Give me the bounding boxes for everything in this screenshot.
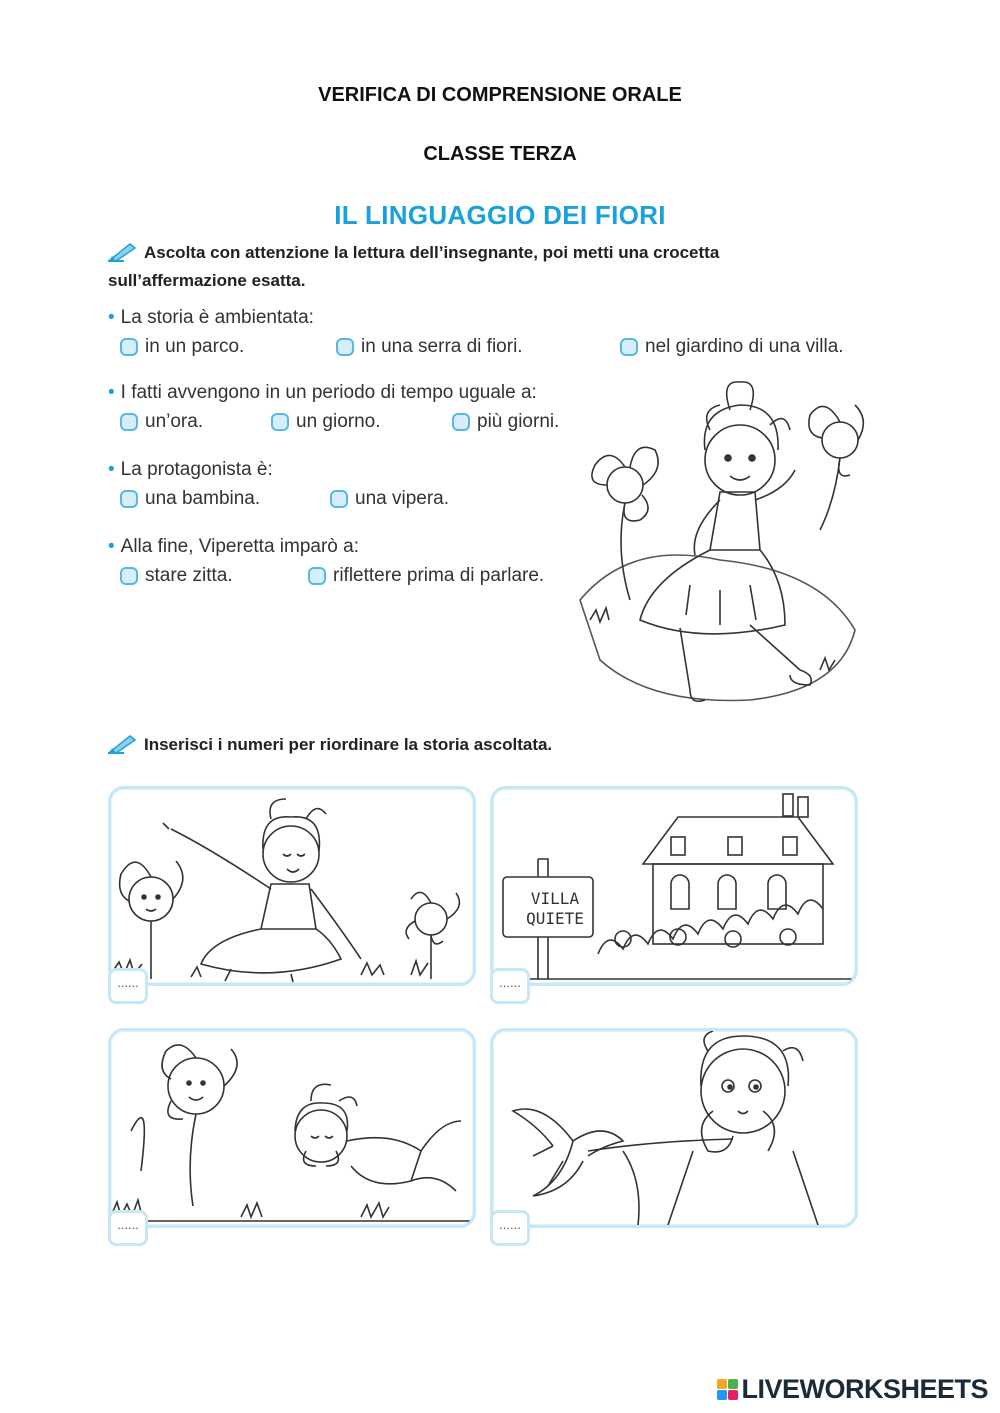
villa-house-illustration [493,789,855,983]
liveworksheets-logo-text: LIVEWORKSHEETS [741,1374,988,1404]
checkbox[interactable] [308,567,326,585]
instruction-1-line1: Ascolta con attenzione la lettura dell’insegnante, poi metti una crocetta [144,243,720,262]
q1-option-3[interactable]: nel giardino di una villa. [620,336,844,358]
question-3: • La protagonista è: [108,459,273,480]
question-2: • I fatti avvengono in un periodo di tempo uguale a: [108,382,537,403]
checkbox[interactable] [336,338,354,356]
sign-line-2: QUIETE [526,909,584,928]
pencil-icon [108,240,138,269]
checkbox[interactable] [120,338,138,356]
heading-line1: VERIFICA DI COMPRENSIONE ORALE [318,84,682,106]
number-input-1[interactable]: ...... [108,968,148,1004]
checkbox[interactable] [330,490,348,508]
checkbox[interactable] [120,567,138,585]
sign-line-1: VILLA [530,889,580,908]
girl-with-flowers-illustration [570,370,870,720]
question-4: • Alla fine, Viperetta imparò a: [108,536,359,557]
pencil-icon [108,732,138,761]
checkbox[interactable] [620,338,638,356]
story-panel-3 [108,1028,476,1228]
villa-sign-text [515,889,595,929]
liveworksheets-logo [717,1374,988,1405]
page-title: IL LINGUAGGIO DEI FIORI [334,200,666,230]
checkbox[interactable] [120,490,138,508]
girl-with-lily-illustration [493,1031,855,1225]
lying-girl-illustration [111,1031,473,1225]
question-1: • La storia è ambientata: [108,307,314,328]
q2-option-3[interactable]: più giorni. [452,411,559,433]
liveworksheets-logo-icon [717,1379,738,1400]
story-panel-1 [108,786,476,986]
instruction-2 [108,732,828,761]
q4-option-2[interactable]: riflettere prima di parlare. [308,565,544,587]
checkbox[interactable] [271,413,289,431]
number-input-2[interactable]: ...... [490,968,530,1004]
number-input-3[interactable]: ...... [108,1210,148,1246]
story-panel-4 [490,1028,858,1228]
q2-option-1[interactable]: un’ora. [120,411,203,433]
q1-option-2[interactable]: in una serra di fiori. [336,336,523,358]
checkbox[interactable] [452,413,470,431]
instruction-2-text: Inserisci i numeri per riordinare la storia ascoltata. [144,735,553,754]
q2-option-2[interactable]: un giorno. [271,411,381,433]
q3-option-2[interactable]: una vipera. [330,488,449,510]
q3-option-1[interactable]: una bambina. [120,488,260,510]
heading-line2: CLASSE TERZA [423,143,577,165]
number-input-4[interactable]: ...... [490,1210,530,1246]
q4-option-1[interactable]: stare zitta. [120,565,233,587]
instruction-1-line2: sull’affermazione esatta. [108,271,306,290]
story-panel-2 [490,786,858,986]
q1-option-1[interactable]: in un parco. [120,336,244,358]
dancing-girl-illustration [111,789,473,983]
checkbox[interactable] [120,413,138,431]
instruction-1 [108,240,828,293]
